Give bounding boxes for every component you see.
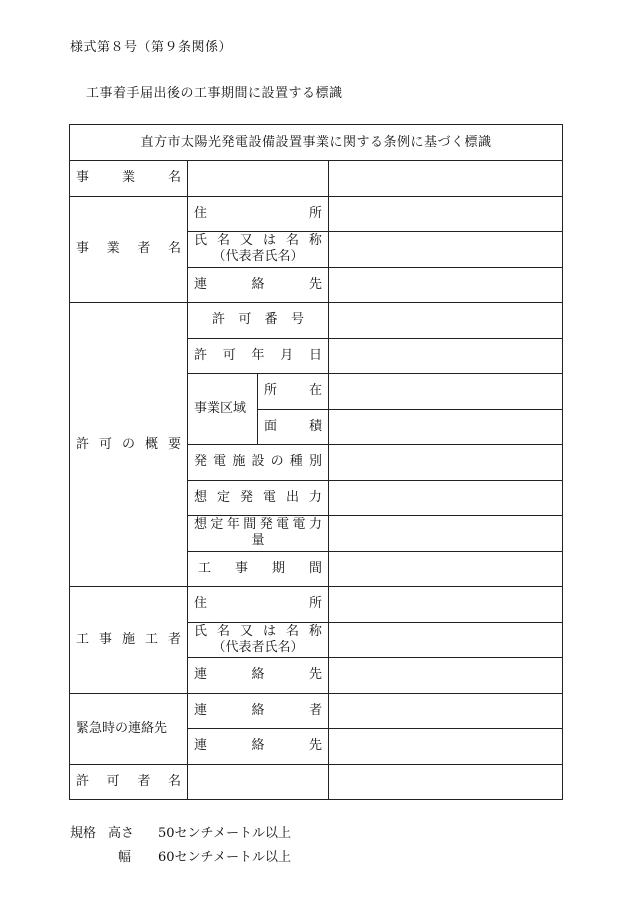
label-emergency-contact: 連 絡 先 bbox=[188, 729, 329, 765]
value-permitter-extra[interactable] bbox=[329, 764, 563, 800]
label-permit-number: 許 可 番 号 bbox=[188, 303, 329, 339]
label-construction-period: 工 事 期 間 bbox=[188, 551, 329, 587]
value-business-name-extra[interactable] bbox=[329, 161, 563, 197]
footer-height-value: 50センチメートル以上 bbox=[158, 826, 292, 841]
label-operator-address: 住 所 bbox=[188, 196, 329, 232]
label-operator-contact: 連 絡 先 bbox=[188, 267, 329, 303]
label-area-size: 面 積 bbox=[258, 409, 329, 445]
footer-height-spec bbox=[70, 822, 291, 841]
value-permitter[interactable] bbox=[188, 764, 329, 800]
label-operator-name: 氏 名 又 は 名 称 （代表者氏名） bbox=[188, 232, 329, 268]
label-expected-output: 想 定 発 電 出 力 bbox=[188, 480, 329, 516]
label-business-area: 事業区域 bbox=[188, 374, 258, 445]
value-area-location[interactable] bbox=[329, 374, 563, 410]
value-permit-number[interactable] bbox=[329, 303, 563, 339]
value-expected-output[interactable] bbox=[329, 480, 563, 516]
value-contractor-name[interactable] bbox=[329, 622, 563, 658]
value-operator-name[interactable] bbox=[329, 232, 563, 268]
label-emergency-person: 連 絡 者 bbox=[188, 693, 329, 729]
label-business-name: 事 業 名 bbox=[70, 161, 188, 197]
footer-spec-label: 規格 bbox=[70, 826, 97, 841]
label-permitter: 許 可 者 名 bbox=[70, 764, 188, 800]
value-operator-address[interactable] bbox=[329, 196, 563, 232]
footer-width-spec bbox=[70, 846, 291, 865]
label-annual-output: 想 定 年 間 発 電 電 力 量 bbox=[188, 516, 329, 552]
label-contractor-name: 氏 名 又 は 名 称 （代表者氏名） bbox=[188, 622, 329, 658]
value-emergency-contact[interactable] bbox=[329, 729, 563, 765]
label-permit-date: 許 可 年 月 日 bbox=[188, 338, 329, 374]
form-number: 様式第８号（第９条関係） bbox=[70, 40, 233, 55]
footer-height-label: 高さ bbox=[108, 826, 135, 841]
value-emergency-person[interactable] bbox=[329, 693, 563, 729]
label-operator: 事 業 者 名 bbox=[70, 196, 188, 303]
value-contractor-address[interactable] bbox=[329, 587, 563, 623]
value-permit-date[interactable] bbox=[329, 338, 563, 374]
value-operator-contact[interactable] bbox=[329, 267, 563, 303]
table-title: 直方市太陽光発電設備設置事業に関する条例に基づく標識 bbox=[70, 125, 563, 161]
value-business-name[interactable] bbox=[188, 161, 329, 197]
label-contractor-contact: 連 絡 先 bbox=[188, 658, 329, 694]
value-contractor-contact[interactable] bbox=[329, 658, 563, 694]
sign-table bbox=[69, 124, 563, 800]
label-emergency: 緊急時の連絡先 bbox=[70, 693, 188, 764]
footer-width-value: 60センチメートル以上 bbox=[158, 850, 292, 865]
label-contractor-address: 住 所 bbox=[188, 587, 329, 623]
label-area-location: 所 在 bbox=[258, 374, 329, 410]
value-annual-output[interactable] bbox=[329, 516, 563, 552]
value-area-size[interactable] bbox=[329, 409, 563, 445]
label-contractor: 工 事 施 工 者 bbox=[70, 587, 188, 694]
value-construction-period[interactable] bbox=[329, 551, 563, 587]
subtitle: 工事着手届出後の工事期間に設置する標識 bbox=[86, 86, 343, 101]
label-permit-summary: 許 可 の 概 要 bbox=[70, 303, 188, 587]
value-facility-type[interactable] bbox=[329, 445, 563, 481]
label-facility-type: 発 電 施 設 の 種 別 bbox=[188, 445, 329, 481]
footer-width-label: 幅 bbox=[118, 850, 132, 865]
